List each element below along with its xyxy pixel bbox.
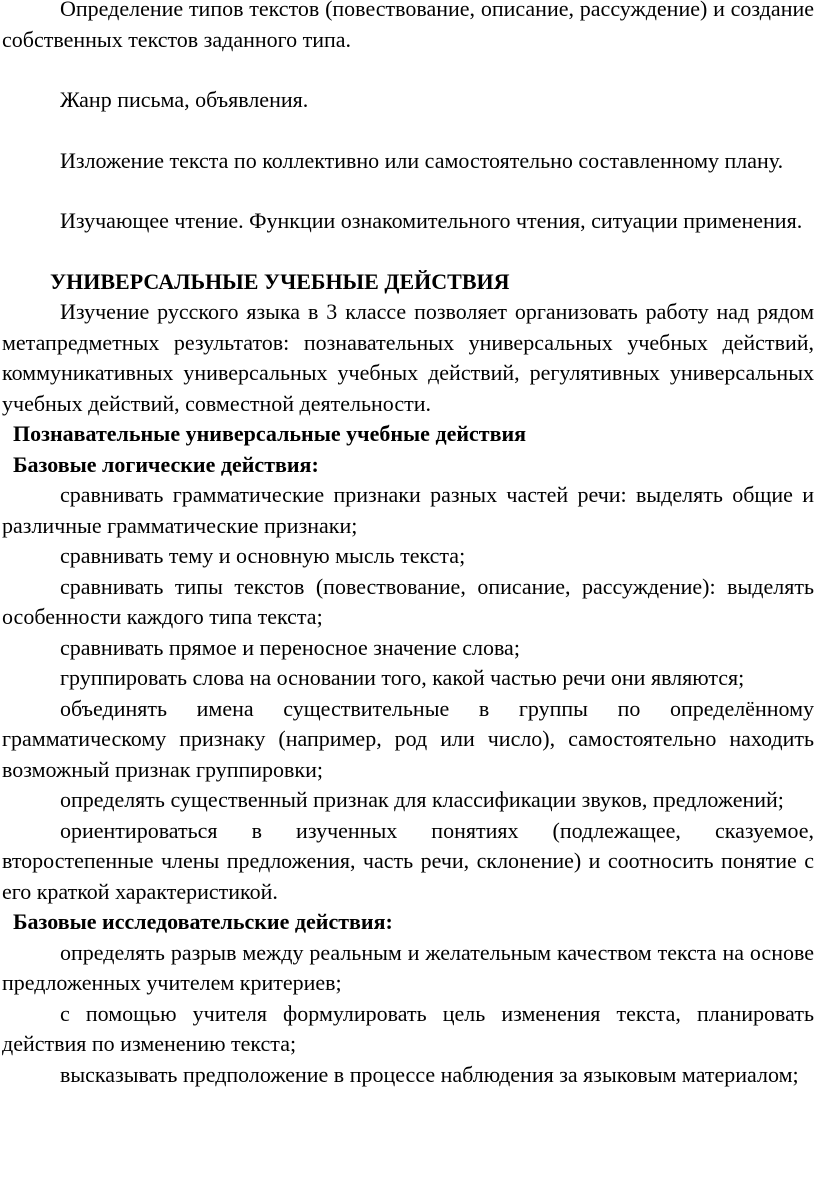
list-item: сравнивать прямое и переносное значение слова;: [60, 634, 520, 660]
list-item: сравнивать тему и основную мысль текста;: [60, 543, 466, 568]
paragraph: Изучающее чтение. Функции ознакомительного чтения, ситуации применения.: [60, 208, 803, 233]
list-item: объединять имена существительные в группы по определённому грамматическому признаку (например, род или число), самостоятельно находить возможный признак группировки;: [2, 695, 814, 782]
section-intro: Изучение русского языка в 3 классе позволяет организовать работу над рядом метапредметных результатов: познавательных универсальных учебных действий, коммуникативных универсальных учебных действий, регулятивных универсальных учебных действий, совместной деятельности.: [2, 299, 814, 416]
spacer: [2, 176, 814, 206]
spacer: [2, 116, 814, 146]
list-item: определять существенный признак для классификации звуков, предложений;: [60, 787, 784, 812]
cognitive-heading: Познавательные универсальные учебные действия: [13, 421, 527, 446]
list-item: высказывать предположение в процессе наблюдения за языковым материалом;: [60, 1061, 799, 1087]
logical-heading: Базовые логические действия:: [13, 451, 319, 477]
list-item: группировать слова на основании того, какой частью речи они являются;: [60, 665, 745, 690]
spacer: [2, 237, 814, 267]
spacer: [2, 55, 814, 85]
paragraph: Жанр письма, объявления.: [60, 87, 309, 112]
list-item: определять разрыв между реальным и желательным качеством текста на основе предложенных учителем критериев;: [2, 939, 814, 995]
paragraph: Определение типов текстов (повествование, описание, рассуждение) и создание собственных текстов заданного типа.: [2, 0, 814, 52]
list-item: ориентироваться в изученных понятиях (подлежащее, сказуемое, второстепенные члены предложения, часть речи, склонение) и соотносить понятие с его краткой характеристикой.: [2, 817, 814, 904]
research-heading: Базовые исследовательские действия:: [13, 909, 393, 934]
paragraph: Изложение текста по коллективно или самостоятельно составленному плану.: [60, 147, 784, 173]
list-item: сравнивать грамматические признаки разных частей речи: выделять общие и различные грамматические признаки;: [2, 482, 814, 538]
section-title: УНИВЕРСАЛЬНЫЕ УЧЕБНЫЕ ДЕЙСТВИЯ: [50, 268, 510, 294]
list-item: сравнивать типы текстов (повествование, описание, рассуждение): выделять особенности каждого типа текста;: [2, 573, 814, 629]
list-item: с помощью учителя формулировать цель изменения текста, планировать действия по изменению текста;: [2, 1000, 814, 1056]
